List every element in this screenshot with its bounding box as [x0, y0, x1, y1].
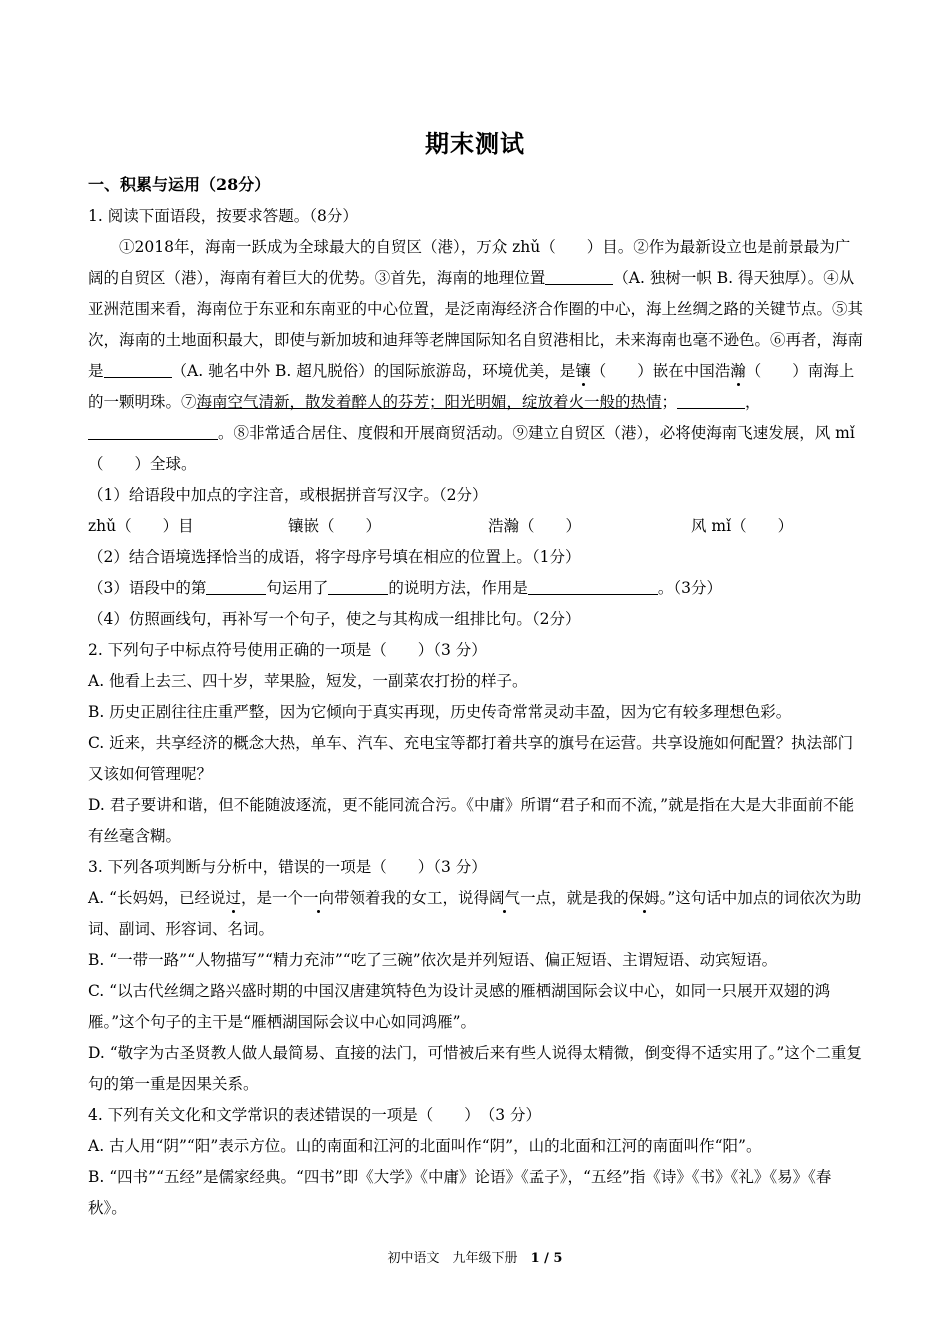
option-c: C. 近来，共享经济的概念大热，单车、汽车、充电宝等都打着共享的旗号在运营。共享设施如何配置？执法部门又该如何管理呢？ — [88, 734, 854, 783]
answer-blank[interactable] — [206, 579, 266, 596]
option-c: C. “以古代丝绸之路兴盛时期的中国汉唐建筑特色为设计灵感的雁栖湖国际会议中心，如同一只展开双翅的鸿雁。”这个句子的主干是“雁栖湖国际会议中心如同鸿雁”。 — [88, 982, 831, 1031]
dotted-word: 保姆 — [628, 889, 660, 907]
option-a: A. 他看上去三、四十岁，苹果脸，短发，一副菜农打扮的样子。 — [88, 672, 528, 690]
option-a: A. “长妈妈，已经说过，是一个一向带领着我的女工，说得阔气一点，就是我的保姆。”这句话中加点的词依次为助词、副词、形容词、名词。 — [88, 889, 862, 938]
sub-question-3: （3）语段中的第 句运用了 的说明方法，作用是 。（3分） — [88, 579, 723, 597]
reading-passage: ①2018年，海南一跃成为全球最大的自贸区（港），万众 zhǔ（ ）目。②作为最新设立也是前景最为广阔的自贸区（港），海南有着巨大的优势。③首先，海南的地理位置 （A. 独树一帜 B. 得天独厚）。④从亚洲范围来看，海南位于东亚和东南亚的中心位置，是泛南海经济合作圈的中心，海上丝绸之路的关键节点。⑤其次，海南的土地面积最大，即使与新加坡和迪拜等老牌国际知名自贸港相比，未来海南也毫不逊色。⑥再者，海南是 （A. 驰名中外 B. 超凡脱俗）的国际旅游岛，环境优美，是镶（ ）嵌在中国浩瀚（ ）南海上的一颗明珠。⑦海南空气清新，散发着醉人的芬芳；阳光明媚，绽放着火一般的热情； ，。⑧非常适合居住、度假和开展商贸活动。⑨建立自贸区（港），必将使海南飞速发展，风 mǐ（ ）全球。 — [88, 238, 864, 473]
option-a: A. 古人用“阴”“阳”表示方位。山的南面和江河的北面叫作“阴”，山的北面和江河的南面叫作“阳”。 — [88, 1137, 762, 1155]
sub-question-2: （2）结合语境选择恰当的成语，将字母序号填在相应的位置上。（1分） — [88, 548, 581, 566]
pinyin-item: 镶嵌（ ） — [288, 517, 382, 535]
answer-blank[interactable] — [528, 579, 658, 596]
question-2-stem: 2. 下列句子中标点符号使用正确的一项是（ ）（3 分） — [88, 641, 487, 659]
option-d: D. 君子要讲和谐，但不能随波逐流，更不能同流合污。《中庸》所谓“君子和而不流，”就是指在大是大非面前不能有丝毫含糊。 — [88, 796, 855, 845]
option-b: B. “四书”“五经”是儒家经典。“四书”即《大学》《中庸》论语》《孟子》，“五经”指《诗》《书》《礼》《易》《春秋》。 — [88, 1168, 832, 1217]
answer-blank[interactable] — [545, 269, 613, 286]
option-d: D. “敬字为古圣贤教人做人最简易、直接的法门，可惜被后来有些人说得太精微，倒变得不适实用了。”这个二重复句的第一重是因果关系。 — [88, 1044, 862, 1093]
pinyin-item: zhǔ（ ）目 — [88, 517, 194, 535]
answer-blank[interactable] — [328, 579, 388, 596]
dotted-char: 镶 — [575, 362, 591, 380]
sub-question-4: （4）仿照画线句，再补写一个句子，使之与其构成一组排比句。（2分） — [88, 610, 581, 628]
answer-blank[interactable] — [88, 424, 218, 441]
answer-blank[interactable] — [104, 362, 172, 379]
option-b: B. “一带一路”“人物描写”“精力充沛”“吃了三碗”依次是并列短语、偏正短语、主谓短语、动宾短语。 — [88, 951, 778, 969]
page-footer: 初中语文 九年级下册 1 / 5 — [387, 1251, 563, 1266]
option-b: B. 历史正剧往往庄重严整，因为它倾向于真实再现，历史传奇常常灵动丰盈，因为它有较多理想色彩。 — [88, 703, 792, 721]
dotted-char: 瀚 — [730, 362, 746, 380]
question-4-stem: 4. 下列有关文化和文学常识的表述错误的一项是（ ） （3 分） — [88, 1106, 542, 1124]
page-number: 1 / 5 — [530, 1251, 563, 1266]
page-title: 期末测试 — [425, 129, 525, 158]
document-body — [88, 201, 864, 1224]
dotted-word: 过 — [225, 889, 241, 907]
pinyin-item: 浩瀚（ ） — [488, 517, 582, 535]
pinyin-items — [88, 511, 864, 542]
section-heading: 一、积累与运用（28分） — [88, 175, 271, 194]
pinyin-item: 风 mǐ（ ） — [691, 517, 794, 535]
underlined-sentence: 海南空气清新，散发着醉人的芬芳；阳光明媚，绽放着火一般的热情 — [196, 393, 662, 411]
dotted-word: 阔气 — [489, 889, 521, 907]
sub-question-1: （1）给语段中加点的字注音，或根据拼音写汉字。（2分） — [88, 486, 488, 504]
question-1-stem: 1. 阅读下面语段，按要求答题。（8分） — [88, 207, 358, 225]
question-3-stem: 3. 下列各项判断与分析中，错误的一项是（ ）（3 分） — [88, 858, 487, 876]
dotted-word: 一向 — [303, 889, 335, 907]
answer-blank[interactable] — [677, 393, 745, 410]
